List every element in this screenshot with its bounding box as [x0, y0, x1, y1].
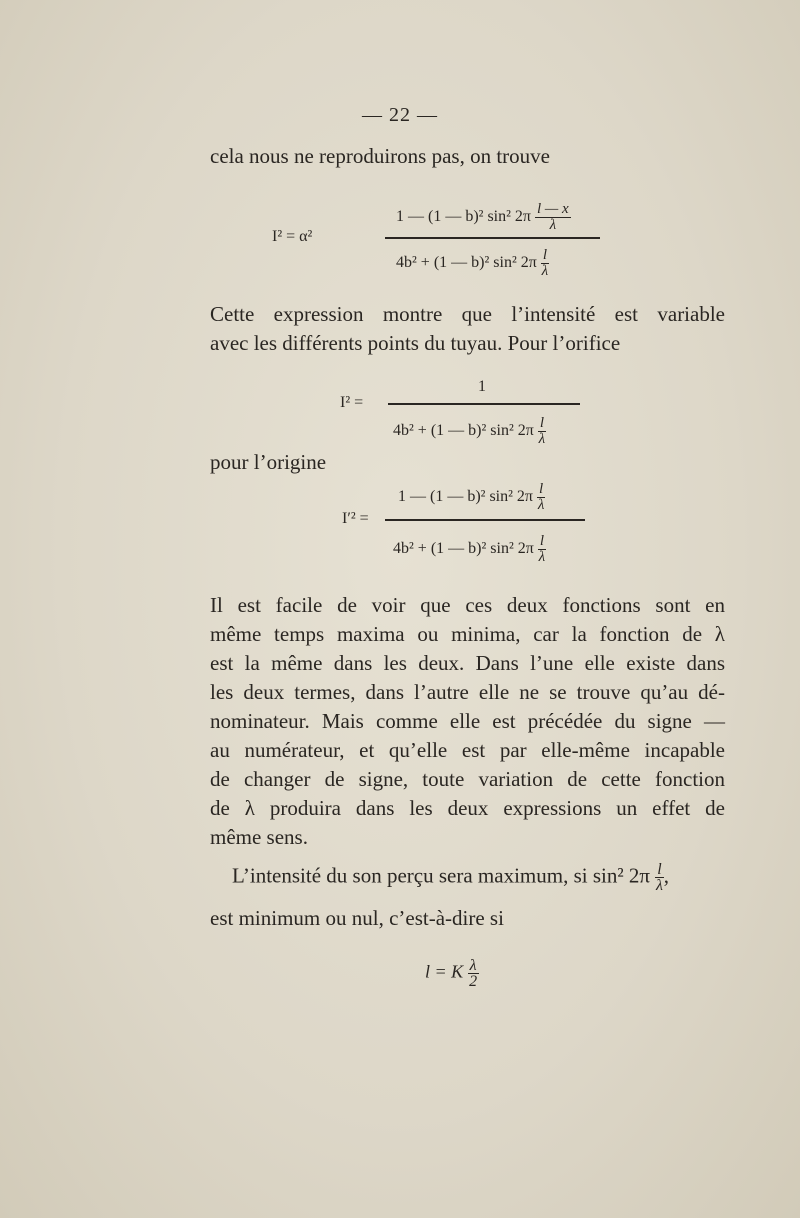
eq1-lhs: I² = α²	[272, 228, 313, 245]
page-number: — 22 —	[362, 104, 438, 126]
eq3-lhs: I′² =	[342, 510, 369, 527]
eq2-den-fraction: $\frac{l}{\lambda}$	[538, 415, 546, 447]
paragraph-1: Cette expression montre que l’intensité est variable	[210, 302, 725, 326]
para3-fraction: $\frac{l}{\lambda}$	[655, 861, 663, 894]
eq4-fraction: $\frac{\lambda}{2}$	[469, 957, 478, 990]
eq3-den-fraction: $\frac{l}{\lambda}$	[538, 533, 546, 565]
eq2-fraction-bar	[388, 403, 580, 405]
text-line: cela nous ne reproduirons pas, on trouve	[210, 144, 550, 168]
paragraph-1-line-2: avec les différents points du tuyau. Pour l’orifice	[210, 331, 621, 355]
eq1-numerator: 1 — (1 — b)² sin² 2π $\frac{l — x}{\lambda}$	[396, 201, 569, 233]
eq1-fraction-bar	[385, 237, 600, 239]
eq1-den-fraction: $\frac{l}{\lambda}$	[541, 247, 549, 279]
eq3-numerator: 1 — (1 — b)² sin² 2π $\frac{l}{\lambda}$	[398, 481, 545, 513]
eq1-num-fraction: $\frac{l — x}{\lambda}$	[537, 201, 569, 233]
eq2-numerator: 1	[478, 378, 486, 395]
eq2-denominator: 4b² + (1 — b)² sin² 2π $\frac{l}{\lambda}$	[393, 415, 546, 447]
paragraph-3-line-2: est minimum ou nul, c’est-à-dire si	[210, 906, 504, 930]
eq3-fraction-bar	[385, 519, 585, 521]
paragraph-3-line-1: L’intensité du son perçu sera maximum, si sin² 2π $\frac{l}{\lambda}$ ,	[232, 861, 669, 894]
eq3-denominator: 4b² + (1 — b)² sin² 2π $\frac{l}{\lambda}$	[393, 533, 546, 565]
paragraph-2: Il est facile de voir que ces deux fonctions sont en même temps maxima ou minima, car la fonction de λ est la même dans les deux. Dans l’une elle existe dans les deux termes, dans l’autre elle ne se trouve qu’au dé- nominateur. Mais comme elle est précédée du signe — au numérateur, et qu’elle est par elle-même incapable de changer de signe, toute variation de cette fonction de λ produira dans les deux expressions un effet de même sens.	[210, 593, 725, 849]
label-origine: pour l’origine	[210, 450, 327, 474]
equation-condition: l = K $\frac{\lambda}{2}$	[425, 957, 478, 990]
eq3-num-fraction: $\frac{l}{\lambda}$	[537, 481, 545, 513]
eq1-denominator: 4b² + (1 — b)² sin² 2π $\frac{l}{\lambda}$	[396, 247, 549, 279]
eq2-lhs: I² =	[340, 394, 364, 411]
